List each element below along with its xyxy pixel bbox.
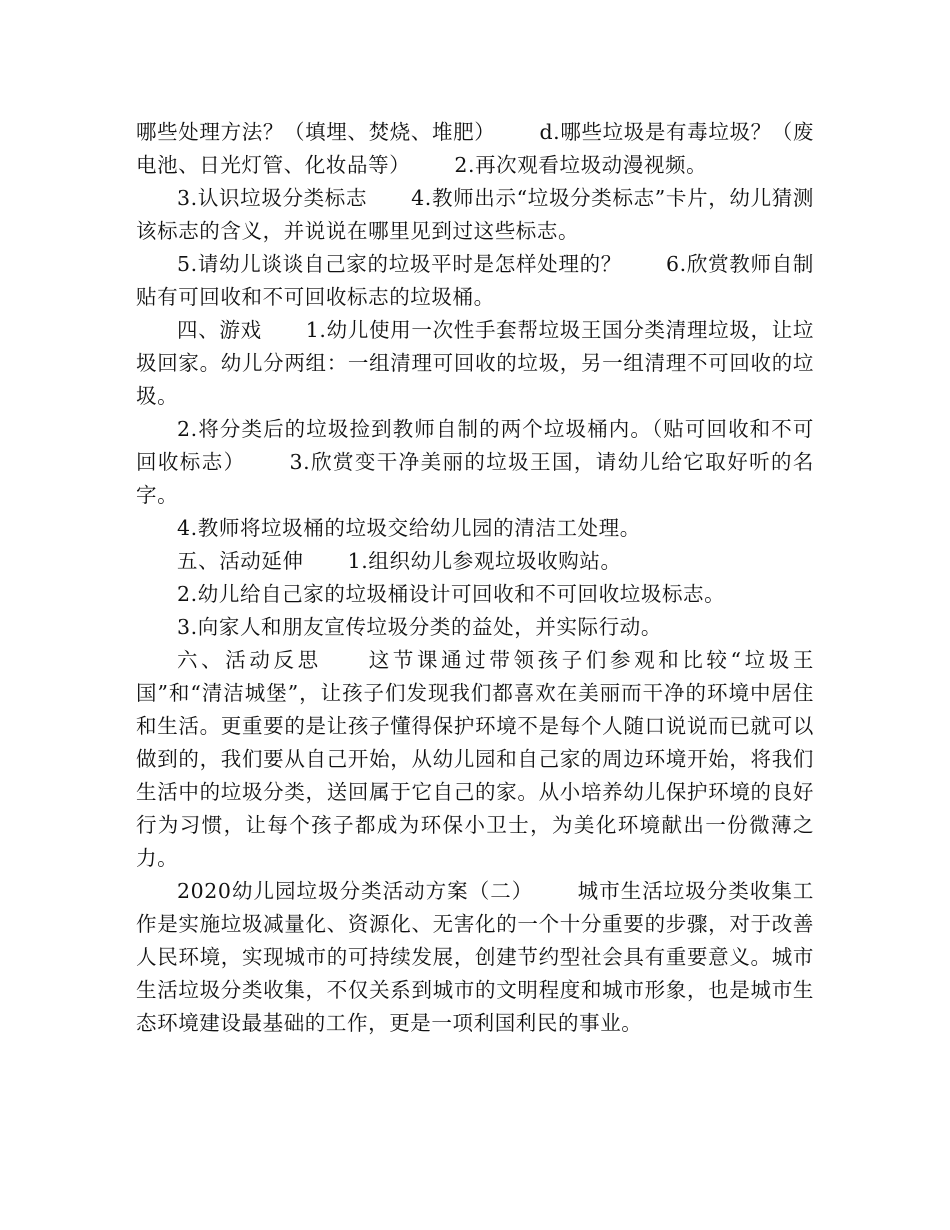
text-segment: 城市生活垃圾分类收集工作是实施垃圾减量化、资源化、无害化的一个十分重要的步骤，对于改善人民环境，实现城市的可持续发展，创建节约型社会具有重要意义。城市生活垃圾分类收集，不仅关系到城市的文明程度和城市形象，也是城市生态环境建设最基础的工作，更是一项利国利民的事业。 <box>136 879 814 1035</box>
text-segment: 5.请幼儿谈谈自己家的垃圾平时是怎样处理的？ <box>177 252 622 276</box>
text-segment: d.哪些垃圾是有毒垃圾？（废电池、日光灯管、化妆品等） <box>136 120 814 177</box>
paragraph-home-waste <box>136 248 814 314</box>
section-heading: 六、活动反思 <box>177 648 322 672</box>
text-segment: 4.教师将垃圾桶的垃圾交给幼儿园的清洁工处理。 <box>177 516 641 540</box>
paragraph-promote <box>136 611 814 644</box>
paragraph-reflection <box>136 644 814 875</box>
text-segment: 3.欣赏变干净美丽的垃圾王国，请幼儿给它取好听的名字。 <box>136 450 815 507</box>
paragraph-waste-methods <box>136 116 814 182</box>
paragraph-game <box>136 314 814 413</box>
text-segment: 6.欣赏教师自制贴有可回收和不可回收标志的垃圾桶。 <box>136 252 814 309</box>
text-segment: 3.向家人和朋友宣传垃圾分类的益处，并实际行动。 <box>177 615 662 639</box>
text-segment: 2.幼儿给自己家的垃圾桶设计可回收和不可回收垃圾标志。 <box>177 582 726 606</box>
text-segment: 3.认识垃圾分类标志 <box>177 186 368 210</box>
paragraph-design-signs <box>136 578 814 611</box>
text-segment: 4.教师出示“垃圾分类标志”卡片，幼儿猜测该标志的含义，并说说在哪里见到过这些标志。 <box>136 186 815 243</box>
text-segment: 这节课通过带领孩子们参观和比较“垃圾王国”和“清洁城堡”，让孩子们发现我们都喜欢在美丽而干净的环境中居住和生活。更重要的是让孩子懂得保护环境不是每个人随口说说而已就可以做到的，我们要从自己开始，从幼儿园和自己家的周边环境开始，将我们生活中的垃圾分类，送回属于它自己的家。从小培养幼儿保护环境的良好行为习惯，让每个孩子都成为环保小卫士，为美化环境献出一份微薄之力。 <box>136 648 814 870</box>
text-segment: 2.将分类后的垃圾捡到教师自制的两个垃圾桶内。（贴可回收和不可回收标志） <box>136 417 814 474</box>
text-segment: 1.幼儿使用一次性手套帮垃圾王国分类清理垃圾，让垃圾回家。幼儿分两组：一组清理可回收的垃圾，另一组清理不可回收的垃圾。 <box>136 318 814 408</box>
paragraph-plan-two <box>136 875 814 1040</box>
text-segment: 1.组织幼儿参观垃圾收购站。 <box>347 549 622 573</box>
section-heading: 四、游戏 <box>177 318 262 342</box>
paragraph-extension <box>136 545 814 578</box>
paragraph-cleaner <box>136 512 814 545</box>
section-heading: 2020幼儿园垃圾分类活动方案（二） <box>177 879 534 903</box>
section-heading: 五、活动延伸 <box>177 549 304 573</box>
paragraph-sign-recognition <box>136 182 814 248</box>
text-segment: 2.再次观看垃圾动漫视频。 <box>454 153 708 177</box>
text-segment: 哪些处理方法？（填埋、焚烧、堆肥） <box>136 120 496 144</box>
paragraph-sort-bins <box>136 413 814 512</box>
